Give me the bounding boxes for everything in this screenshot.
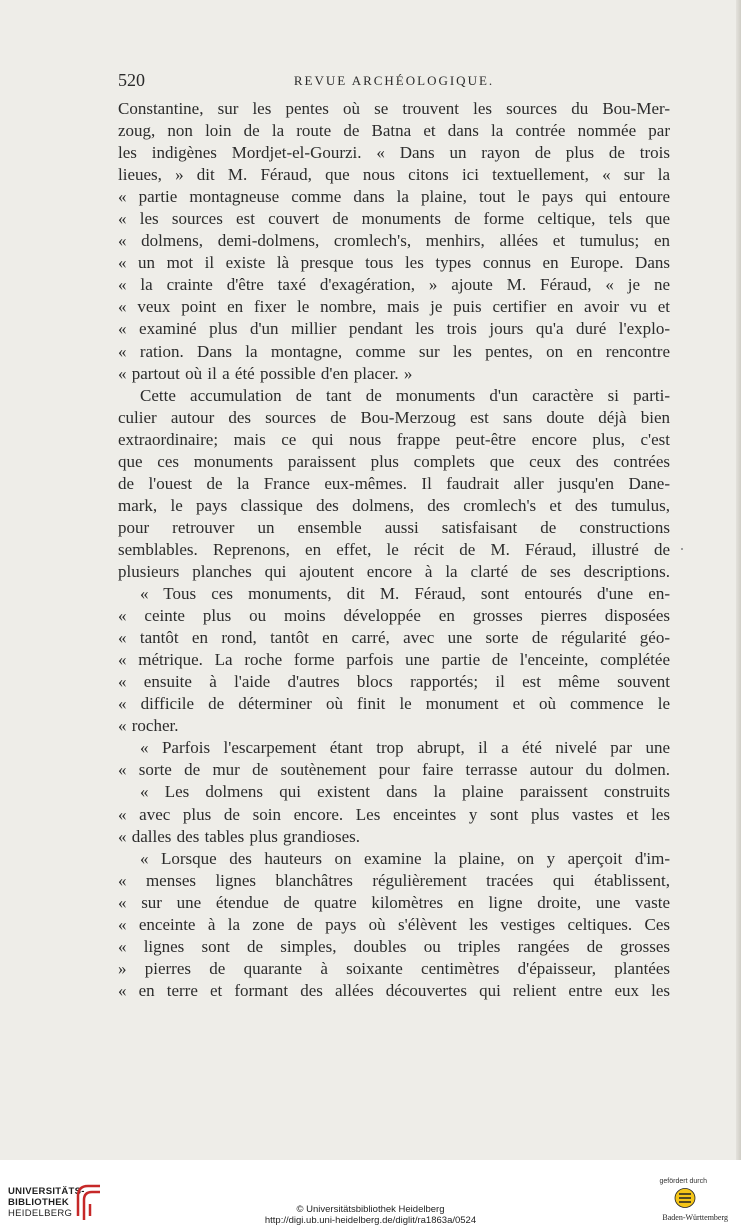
- text-line: « les sources est couvert de monuments de forme celtique, tels que: [118, 209, 670, 229]
- text-line: Cette accumulation de tant de monuments d'un caractère si parti-: [140, 385, 670, 405]
- sponsor-label: gefördert durch: [659, 1178, 707, 1185]
- sponsor-name[interactable]: Baden-Württemberg: [662, 1213, 728, 1222]
- text-line: « un mot il existe là presque tous les types connus en Europe. Dans: [118, 253, 670, 273]
- text-line: « veux point en fixer le nombre, mais je puis certifier en avoir vu et: [118, 297, 670, 317]
- text-line: « partout où il a été possible d'en placer. »: [118, 363, 413, 383]
- logo-line: BIBLIOTHEK: [8, 1197, 70, 1208]
- text-line: « examiné plus d'un millier pendant les trois jours qu'a duré l'explo-: [118, 319, 670, 339]
- text-line: « difficile de déterminer où finit le monument et où commence le: [118, 694, 670, 714]
- text-line: « métrique. La roche forme parfois une partie de l'enceinte, complétée: [118, 650, 670, 670]
- text-line: « enceinte à la zone de pays où s'élèvent les vestiges celtiques. Ces: [118, 914, 670, 934]
- text-line: « Lorsque des hauteurs on examine la plaine, on y aperçoit d'im-: [140, 848, 670, 868]
- text-line: les indigènes Mordjet-el-Gourzi. « Dans un rayon de plus de trois: [118, 143, 670, 163]
- text-line: que ces monuments paraissent plus complets que ceux des contrées: [118, 451, 670, 471]
- text-line: « Tous ces monuments, dit M. Féraud, sont entourés d'une en-: [140, 584, 670, 604]
- copyright-text: © Universitätsbibliothek Heidelberg: [296, 1204, 445, 1215]
- page-edge: [736, 0, 741, 1160]
- text-line: « dolmens, demi-dolmens, cromlech's, menhirs, allées et tumulus; en: [118, 231, 670, 251]
- text-line: lieues, » dit M. Féraud, que nous citons ici textuellement, « sur la: [118, 165, 670, 185]
- text-line: mark, le pays classique des dolmens, des cromlech's et des tumulus,: [118, 495, 670, 515]
- text-line: extraordinaire; mais ce qui nous frappe peut-être encore plus, c'est: [118, 429, 670, 449]
- text-line: « sorte de mur de soutènement pour faire terrasse autour du dolmen.: [118, 760, 670, 780]
- text-line: « rocher.: [118, 716, 179, 736]
- text-line: « en terre et formant des allées découvertes qui relient entre eux les: [118, 980, 670, 1000]
- baden-wuerttemberg-crest-icon: [674, 1187, 696, 1209]
- journal-title: REVUE ARCHÉOLOGIQUE.: [293, 73, 495, 88]
- copyright-notice: [0, 1204, 741, 1226]
- text-line: « la crainte d'être taxé d'exagération, » ajoute M. Féraud, « je ne: [118, 275, 670, 295]
- text-line: « dalles des tables plus grandioses.: [118, 826, 361, 846]
- logo-line: UNIVERSITÄTS-: [8, 1186, 85, 1197]
- text-line: « ensuite à l'aide d'autres blocs rapportés; il est même souvent: [118, 672, 670, 692]
- text-line: » pierres de quarante à soixante centimètres d'épaisseur, plantées: [118, 958, 670, 978]
- text-line: « sur une étendue de quatre kilomètres en ligne droite, une vaste: [118, 892, 670, 912]
- permalink[interactable]: http://digi.ub.uni-heidelberg.de/diglit/ra1863a/0524: [264, 1215, 477, 1226]
- text-line: Constantine, sur les pentes où se trouvent les sources du Bou-Mer-: [118, 99, 670, 118]
- text-line: « menses lignes blanchâtres régulièrement tracées qui établissent,: [118, 870, 670, 890]
- scan-dust-mark: [681, 548, 683, 550]
- text-line: de l'ouest de la France eux-mêmes. Il faudrait aller jusqu'en Dane-: [118, 473, 670, 493]
- text-line: culier autour des sources de Bou-Merzoug est sans doute déjà bien: [118, 407, 670, 427]
- text-line: « Les dolmens qui existent dans la plaine paraissent construits: [140, 782, 670, 802]
- text-line: « partie montagneuse comme dans la plaine, tout le pays qui entoure: [118, 187, 670, 207]
- text-line: semblables. Reprenons, en effet, le récit de M. Féraud, illustré de: [118, 539, 670, 559]
- library-footer: [0, 1160, 741, 1227]
- text-line: pour retrouver un ensemble aussi satisfaisant de constructions: [118, 517, 670, 537]
- body-text: [118, 98, 670, 1002]
- text-line: « Parfois l'escarpement étant trop abrupt, il a été nivelé par une: [140, 738, 670, 758]
- running-head: [118, 70, 670, 92]
- logo-line: HEIDELBERG: [8, 1208, 73, 1219]
- text-line: zoug, non loin de la route de Batna et dans la contrée nommée par: [118, 121, 670, 141]
- text-line: « tantôt en rond, tantôt en carré, avec une sorte de régularité géo-: [118, 628, 670, 648]
- text-line: « ration. Dans la montagne, comme sur les pentes, on en rencontre: [118, 341, 670, 361]
- text-line: plusieurs planches qui ajoutent encore à la clarté de ses descriptions.: [118, 561, 670, 581]
- text-line: « ceinte plus ou moins développée en grosses pierres disposées: [118, 606, 670, 626]
- text-line: « lignes sont de simples, doubles ou triples rangées de grosses: [118, 936, 670, 956]
- text-line: « avec plus de soin encore. Les enceintes y sont plus vastes et les: [118, 804, 670, 824]
- page-number: 520: [118, 70, 145, 90]
